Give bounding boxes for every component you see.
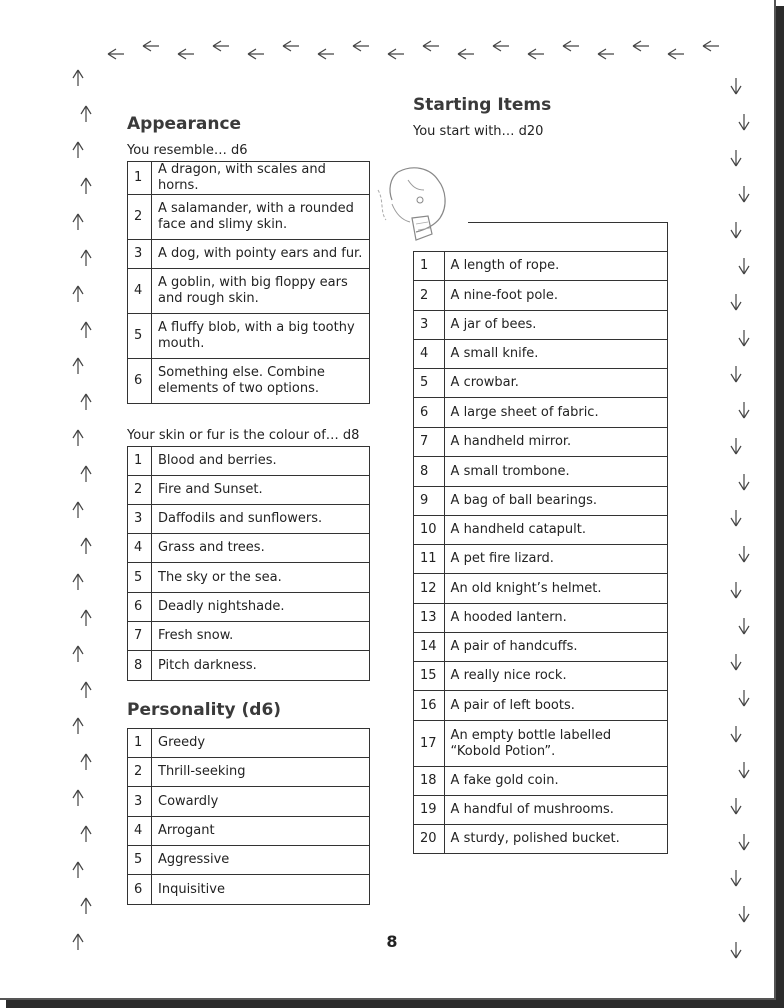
roll-number: 11 [414,545,445,574]
roll-result: A goblin, with big floppy ears and rough skin. [152,269,370,314]
roll-number: 7 [414,428,445,457]
roll-result: Greedy [152,729,370,758]
roll-number: 6 [128,593,152,622]
table-row [128,729,370,758]
roll-result: A sturdy, polished bucket. [444,825,667,854]
roll-result: Pitch darkness. [152,651,370,681]
roll-number: 13 [414,604,445,633]
roll-result: A salamander, with a rounded face and slimy skin. [152,195,370,240]
roll-number: 17 [414,721,445,767]
roll-number: 4 [128,534,152,563]
table-row [414,691,668,721]
table-row [414,457,668,487]
roll-result: A pair of handcuffs. [444,633,667,662]
table-row [414,311,668,340]
roll-number: 2 [128,758,152,787]
table-row [414,662,668,691]
table-row [128,593,370,622]
roll-number: 4 [414,340,445,369]
roll-number: 5 [128,563,152,593]
items-table [413,251,668,854]
roll-number: 4 [128,269,152,314]
roll-number: 3 [128,240,152,269]
roll-number: 6 [128,875,152,905]
roll-result: A small trombone. [444,457,667,487]
personality-table [127,728,370,905]
roll-result: A really nice rock. [444,662,667,691]
items-table-right-rule [667,222,668,252]
table-row [128,359,370,404]
table-row [414,796,668,825]
roll-result: A pair of left boots. [444,691,667,721]
roll-result: A fluffy blob, with a big toothy mouth. [152,314,370,359]
roll-number: 7 [128,622,152,651]
items-subheading: You start with… d20 [413,124,544,139]
table-row [128,787,370,817]
table-row [414,340,668,369]
table-row [128,314,370,359]
roll-result: A length of rope. [444,252,667,281]
roll-number: 2 [128,195,152,240]
table-row [128,476,370,505]
table-row [128,622,370,651]
roll-number: 8 [414,457,445,487]
roll-result: A nine-foot pole. [444,281,667,311]
roll-result: A hooded lantern. [444,604,667,633]
table-row [414,604,668,633]
roll-result: A jar of bees. [444,311,667,340]
table-row [128,875,370,905]
roll-number: 18 [414,767,445,796]
table-row [128,195,370,240]
roll-result: A handful of mushrooms. [444,796,667,825]
table-row [414,516,668,545]
roll-number: 1 [128,447,152,476]
roll-number: 10 [414,516,445,545]
roll-result: A large sheet of fabric. [444,398,667,428]
appearance-heading: Appearance [127,114,242,134]
table-row [128,651,370,681]
roll-result: Aggressive [152,846,370,875]
table-row [414,252,668,281]
roll-result: A fake gold coin. [444,767,667,796]
table-row [414,369,668,398]
table-row [414,825,668,854]
personality-heading: Personality (d6) [127,700,282,720]
roll-result: A bag of ball bearings. [444,487,667,516]
roll-number: 6 [414,398,445,428]
appearance-subheading: You resemble… d6 [127,143,248,158]
table-row [414,721,668,767]
roll-result: Blood and berries. [152,447,370,476]
appearance-table [127,161,370,404]
roll-result: Something else. Combine elements of two options. [152,359,370,404]
table-row [414,428,668,457]
roll-result: A dog, with pointy ears and fur. [152,240,370,269]
table-row [128,162,370,195]
roll-result: A pet fire lizard. [444,545,667,574]
roll-number: 16 [414,691,445,721]
roll-number: 8 [128,651,152,681]
roll-result: A handheld catapult. [444,516,667,545]
roll-number: 3 [128,505,152,534]
roll-number: 9 [414,487,445,516]
roll-number: 20 [414,825,445,854]
roll-result: A crowbar. [444,369,667,398]
kobold-doodle-icon [368,160,458,250]
colour-subheading: Your skin or fur is the colour of… d8 [127,428,360,443]
table-row [128,758,370,787]
roll-number: 5 [128,846,152,875]
table-row [128,447,370,476]
roll-number: 5 [128,314,152,359]
roll-number: 4 [128,817,152,846]
items-heading: Starting Items [413,95,552,115]
colour-table [127,446,370,681]
roll-number: 12 [414,574,445,604]
table-row [414,767,668,796]
page-number: 8 [386,932,398,951]
roll-result: An empty bottle labelled “Kobold Potion”. [444,721,667,767]
table-row [128,534,370,563]
roll-number: 14 [414,633,445,662]
table-row [128,817,370,846]
table-row [414,545,668,574]
roll-result: Grass and trees. [152,534,370,563]
roll-result: A small knife. [444,340,667,369]
page-shadow-bottom [6,1000,784,1008]
roll-number: 5 [414,369,445,398]
roll-result: Arrogant [152,817,370,846]
roll-result: Fresh snow. [152,622,370,651]
table-row [414,574,668,604]
roll-number: 1 [128,729,152,758]
roll-result: The sky or the sea. [152,563,370,593]
roll-number: 15 [414,662,445,691]
table-row [414,633,668,662]
roll-number: 6 [128,359,152,404]
roll-result: Daffodils and sunflowers. [152,505,370,534]
roll-result: Cowardly [152,787,370,817]
table-row [128,505,370,534]
roll-number: 3 [128,787,152,817]
table-row [128,563,370,593]
roll-number: 3 [414,311,445,340]
page-shadow-right [776,6,784,1008]
table-row [414,398,668,428]
table-row [128,269,370,314]
roll-number: 1 [128,162,152,195]
table-row [414,487,668,516]
roll-number: 19 [414,796,445,825]
roll-number: 1 [414,252,445,281]
roll-result: Deadly nightshade. [152,593,370,622]
roll-result: A handheld mirror. [444,428,667,457]
roll-result: A dragon, with scales and horns. [152,162,370,195]
table-row [128,846,370,875]
table-row [414,281,668,311]
roll-result: Inquisitive [152,875,370,905]
roll-result: An old knight’s helmet. [444,574,667,604]
roll-number: 2 [128,476,152,505]
roll-number: 2 [414,281,445,311]
roll-result: Fire and Sunset. [152,476,370,505]
table-row [128,240,370,269]
roll-result: Thrill-seeking [152,758,370,787]
items-table-top-rule [468,222,668,223]
